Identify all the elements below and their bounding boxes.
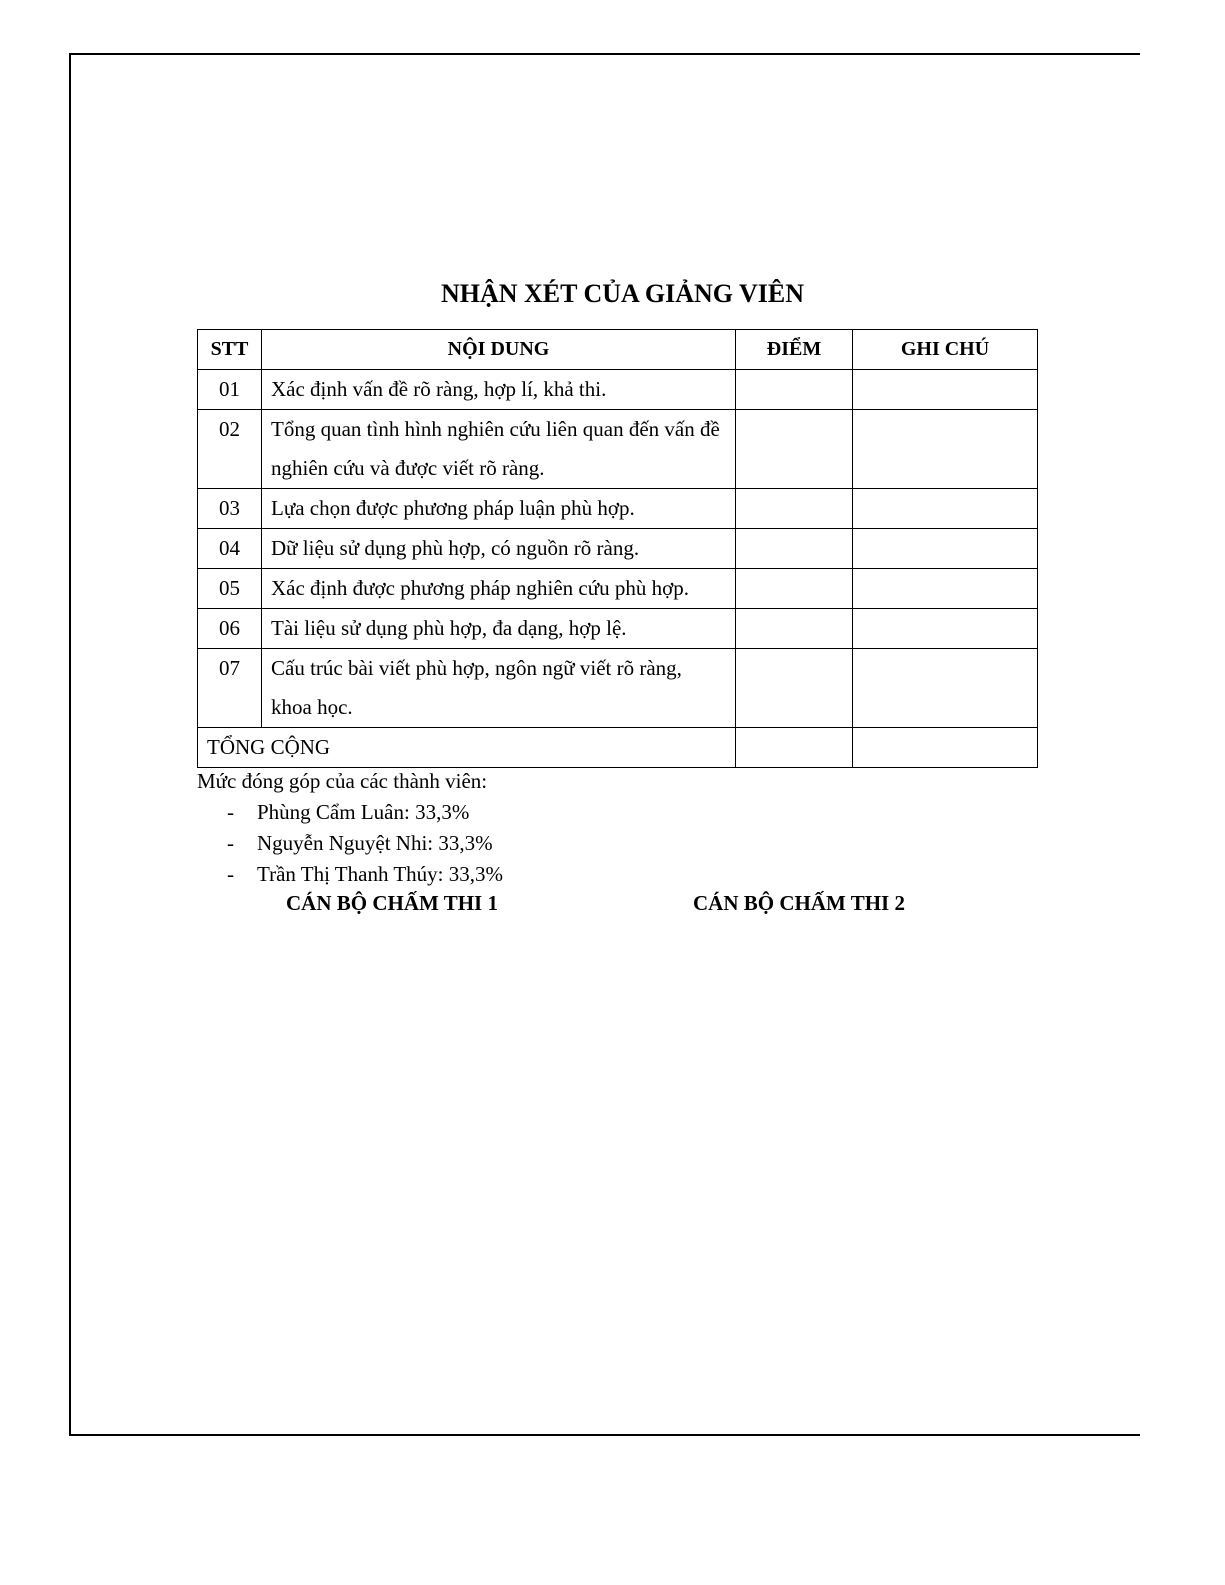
total-score-cell xyxy=(736,728,853,768)
row-stt: 05 xyxy=(198,569,262,609)
header-content: NỘI DUNG xyxy=(262,330,736,370)
row-stt: 04 xyxy=(198,529,262,569)
table-row xyxy=(198,609,1038,649)
page-frame-left-border xyxy=(69,53,71,1436)
table-row xyxy=(198,489,1038,529)
examiner-2-signature-label: CÁN BỘ CHẤM THI 2 xyxy=(693,891,905,915)
member-contribution: Trần Thị Thanh Thúy: 33,3% xyxy=(257,862,503,886)
row-score-cell xyxy=(736,489,853,529)
total-note-cell xyxy=(853,728,1038,768)
contribution-heading: Mức đóng góp của các thành viên: xyxy=(197,769,488,793)
member-list xyxy=(197,797,503,890)
row-content: Xác định vấn đề rõ ràng, hợp lí, khả thi. xyxy=(262,370,736,410)
contribution-section xyxy=(197,766,503,890)
row-note-cell xyxy=(853,609,1038,649)
page-frame-top-border xyxy=(69,53,1140,55)
row-content: Cấu trúc bài viết phù hợp, ngôn ngữ viết rõ ràng, khoa học. xyxy=(262,649,736,728)
row-note-cell xyxy=(853,649,1038,728)
row-stt: 07 xyxy=(198,649,262,728)
table-total-row xyxy=(198,728,1038,768)
header-stt: STT xyxy=(198,330,262,370)
list-item xyxy=(197,859,503,890)
row-score-cell xyxy=(736,370,853,410)
total-label: TỔNG CỘNG xyxy=(198,728,736,768)
row-stt: 01 xyxy=(198,370,262,410)
row-score-cell xyxy=(736,609,853,649)
row-content: Tài liệu sử dụng phù hợp, đa dạng, hợp lệ. xyxy=(262,609,736,649)
row-note-cell xyxy=(853,529,1038,569)
row-stt: 02 xyxy=(198,410,262,489)
header-score: ĐIỂM xyxy=(736,330,853,370)
row-content: Dữ liệu sử dụng phù hợp, có nguồn rõ ràng. xyxy=(262,529,736,569)
row-note-cell xyxy=(853,410,1038,489)
bullet-dash: - xyxy=(227,862,234,886)
row-score-cell xyxy=(736,569,853,609)
table-row xyxy=(198,649,1038,728)
row-content: Lựa chọn được phương pháp luận phù hợp. xyxy=(262,489,736,529)
page-frame-bottom-border xyxy=(69,1434,1140,1436)
row-score-cell xyxy=(736,410,853,489)
bullet-dash: - xyxy=(227,800,234,824)
page-title: NHẬN XÉT CỦA GIẢNG VIÊN xyxy=(440,279,805,308)
row-stt: 06 xyxy=(198,609,262,649)
table-header-row xyxy=(198,330,1038,370)
row-score-cell xyxy=(736,529,853,569)
row-stt: 03 xyxy=(198,489,262,529)
row-note-cell xyxy=(853,370,1038,410)
table-row xyxy=(198,569,1038,609)
table-row xyxy=(198,410,1038,489)
row-score-cell xyxy=(736,649,853,728)
row-content: Tổng quan tình hình nghiên cứu liên quan đến vấn đề nghiên cứu và được viết rõ ràng. xyxy=(262,410,736,489)
table-row xyxy=(198,529,1038,569)
member-contribution: Nguyễn Nguyệt Nhi: 33,3% xyxy=(257,831,493,855)
row-note-cell xyxy=(853,569,1038,609)
evaluation-table xyxy=(197,329,1038,768)
member-contribution: Phùng Cẩm Luân: 33,3% xyxy=(257,800,470,824)
bullet-dash: - xyxy=(227,831,234,855)
header-note: GHI CHÚ xyxy=(853,330,1038,370)
list-item xyxy=(197,797,503,828)
row-note-cell xyxy=(853,489,1038,529)
examiner-1-signature-label: CÁN BỘ CHẤM THI 1 xyxy=(286,891,498,915)
table-row xyxy=(198,370,1038,410)
list-item xyxy=(197,828,503,859)
row-content: Xác định được phương pháp nghiên cứu phù hợp. xyxy=(262,569,736,609)
